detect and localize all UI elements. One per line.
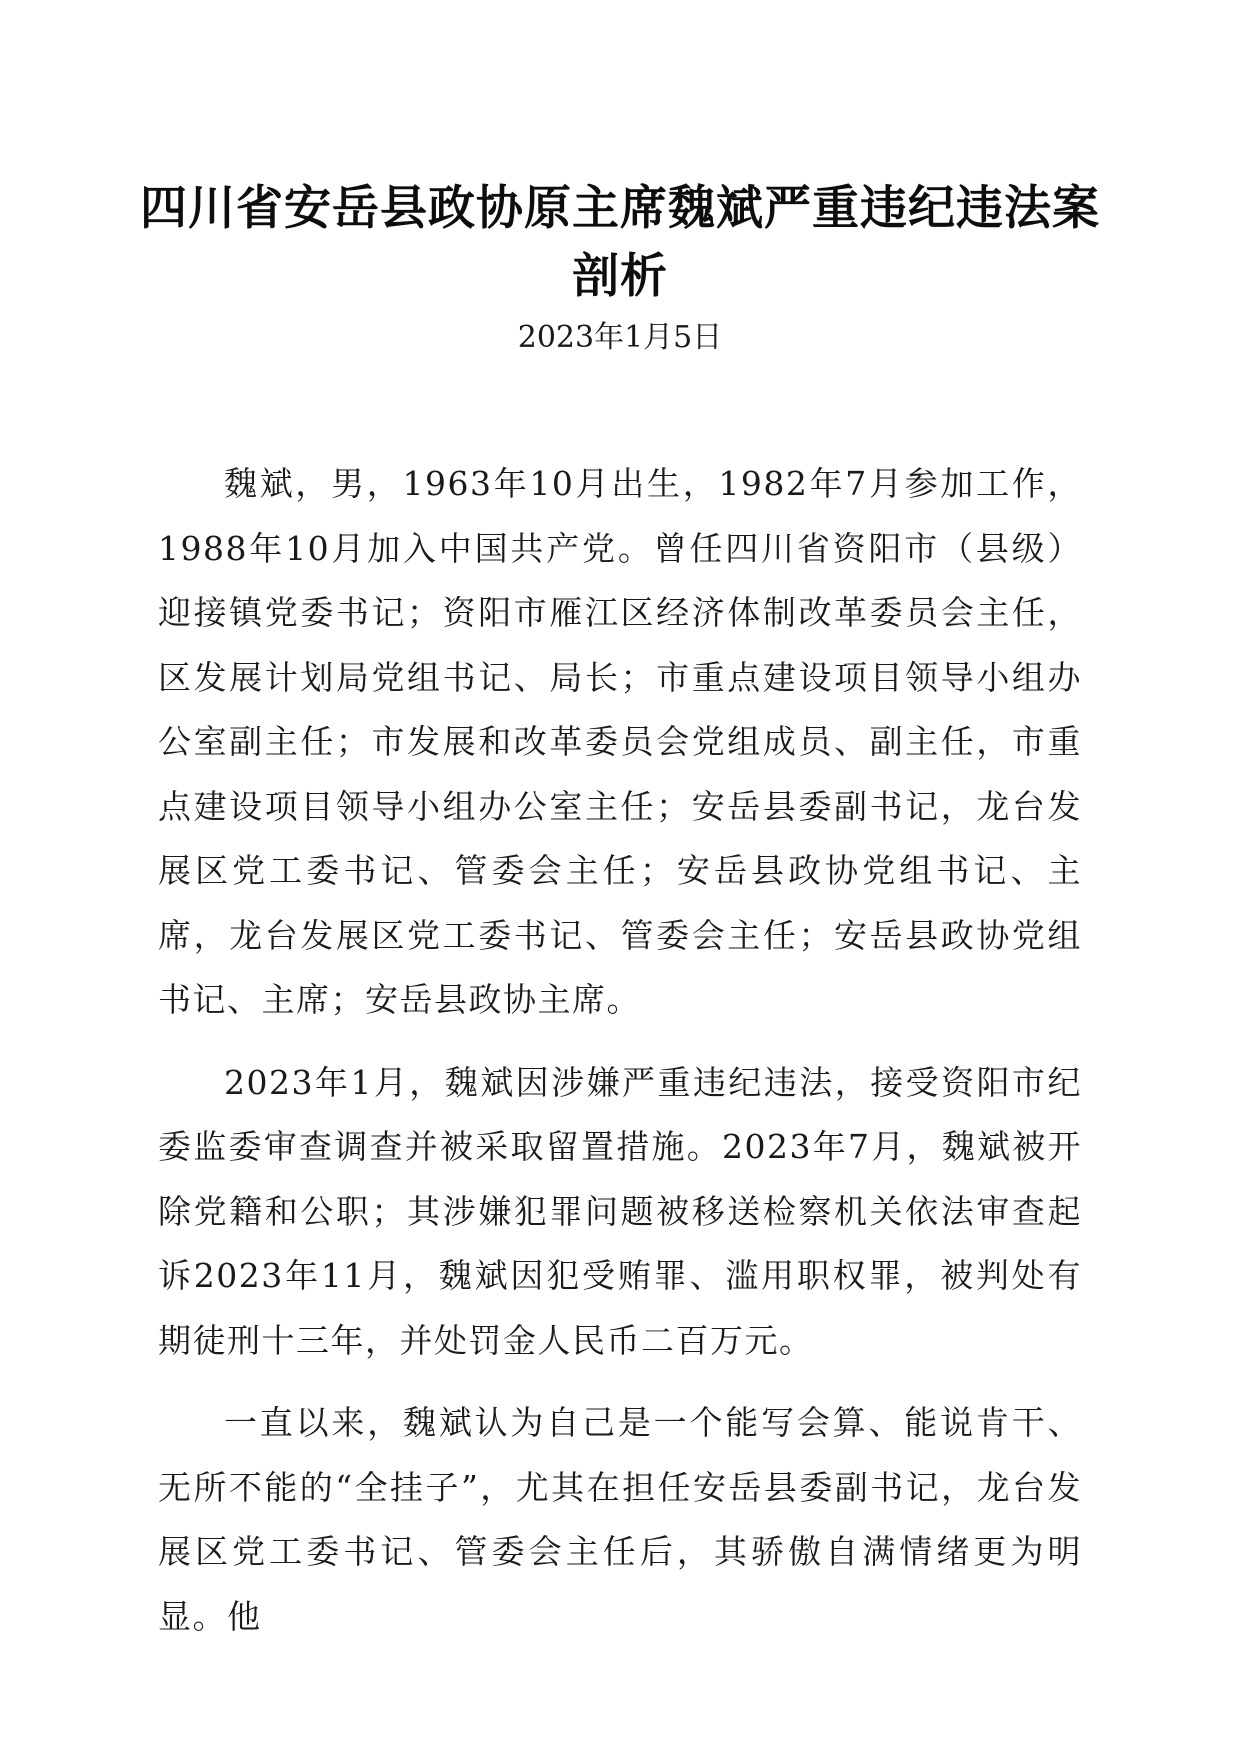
paragraph-biography: 魏斌，男，1963年10月出生，1982年7月参加工作，1988年10月加入中国共产党。曾任四川省资阳市（县级）迎接镇党委书记；资阳市雁江区经济体制改革委员会主任，区发展计划局党组书记、局长；市重点建设项目领导小组办公室副主任；市发展和改革委员会党组成员、副主任，市重点建设项目领导小组办公室主任；安岳县委副书记，龙台发展区党工委书记、管委会主任；安岳县政协党组书记、主席，龙台发展区党工委书记、管委会主任；安岳县政协党组书记、主席；安岳县政协主席。 (158, 464, 1082, 1019)
paragraph-investigation: 2023年1月，魏斌因涉嫌严重违纪违法，接受资阳市纪委监委审查调查并被采取留置措施。2023年7月，魏斌被开除党籍和公职；其涉嫌犯罪问题被移送检察机关依法审查起诉2023年11月，魏斌因犯受贿罪、滥用职权罪，被判处有期徒刑十三年，并处罚金人民币二百万元。 (158, 1062, 1082, 1360)
paragraph-analysis: 一直以来，魏斌认为自己是一个能写会算、能说肯干、无所不能的“全挂子”，尤其在担任安岳县委副书记，龙台发展区党工委书记、管委会主任后，其骄傲自满情绪更为明显。他 (158, 1403, 1082, 1636)
document-body (158, 452, 1082, 1667)
publish-date: 2023年1月5日 (517, 320, 723, 355)
document-title: 四川省安岳县政协原主席魏斌严重违纪违法案剖析 (140, 181, 1100, 304)
